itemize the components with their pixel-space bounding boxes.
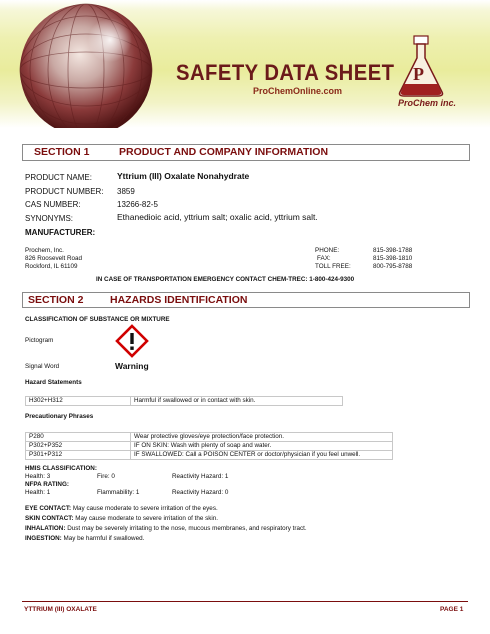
product-name-value: Yttrium (III) Oxalate Nonahydrate: [117, 171, 250, 181]
skin-contact-line: [25, 515, 218, 522]
section2-header: [22, 292, 470, 308]
ingestion-text: May be harmful if swallowed.: [63, 535, 145, 542]
section1-header: [22, 144, 470, 161]
company-address-line2: Rockford, IL 61109: [25, 263, 78, 270]
section1-title: PRODUCT AND COMPANY INFORMATION: [119, 146, 329, 158]
nfpa-flammability: Flammability: 1: [97, 489, 140, 496]
hazard-code: H302+H312: [26, 397, 131, 406]
company-logo-text: ProChem inc.: [398, 98, 457, 108]
manufacturer-label: MANUFACTURER:: [25, 228, 96, 237]
precaution-code: P301+P312: [26, 451, 131, 460]
nfpa-reactivity: Reactivity Hazard: 0: [172, 489, 229, 496]
skin-contact-label: SKIN CONTACT:: [25, 515, 74, 522]
eye-contact-label: EYE CONTACT:: [25, 505, 72, 512]
table-row: [26, 451, 393, 460]
svg-text:P: P: [413, 64, 424, 84]
fax-value: 815-398-1810: [373, 255, 413, 262]
section2-number: SECTION 2: [28, 294, 84, 306]
signal-word-label: Signal Word: [25, 363, 60, 370]
classification-heading: CLASSIFICATION OF SUBSTANCE OR MIXTURE: [25, 316, 170, 323]
hmis-health: Health: 3: [25, 473, 51, 480]
website-link[interactable]: ProChemOnline.com: [253, 86, 343, 96]
product-name-label: PRODUCT NAME:: [25, 173, 92, 182]
precautionary-heading: Precautionary Phrases: [25, 413, 94, 420]
eye-contact-line: [25, 505, 218, 512]
document-title: SAFETY DATA SHEET: [176, 60, 395, 85]
section1-number: SECTION 1: [34, 146, 90, 158]
skin-contact-text: May cause moderate to severe irritation of the skin.: [75, 515, 219, 522]
precaution-code: P302+P352: [26, 442, 131, 451]
footer-product-name: YTTRIUM (III) OXALATE: [24, 606, 97, 613]
eye-contact-text: May cause moderate to severe irritation of the eyes.: [72, 505, 218, 512]
company-name: Prochem, Inc.: [25, 247, 64, 254]
inhalation-line: [25, 525, 307, 532]
header-banner: [0, 0, 490, 128]
ingestion-line: [25, 535, 144, 542]
table-row: [26, 433, 393, 442]
inhalation-label: INHALATION:: [25, 525, 66, 532]
precaution-text: Wear protective gloves/eye protection/face protection.: [131, 433, 393, 442]
hmis-fire: Fire: 0: [97, 473, 115, 480]
hmis-reactivity: Reactivity Hazard: 1: [172, 473, 229, 480]
precautionary-table: [25, 432, 393, 460]
table-row: [26, 442, 393, 451]
table-row: [26, 397, 343, 406]
synonyms-value: Ethanedioic acid, yttrium salt; oxalic acid, yttrium salt.: [117, 212, 318, 222]
periodic-sphere-icon: [20, 4, 152, 128]
signal-word-value: Warning: [115, 361, 149, 371]
phone-label: PHONE:: [315, 247, 340, 254]
hazard-text: Harmful if swallowed or in contact with skin.: [131, 397, 343, 406]
hmis-heading: HMIS CLASSIFICATION:: [25, 465, 97, 472]
tollfree-label: TOLL FREE:: [315, 263, 351, 270]
precaution-code: P280: [26, 433, 131, 442]
synonyms-label: SYNONYMS:: [25, 214, 74, 223]
footer-divider: [22, 601, 468, 602]
precaution-text: IF SWALLOWED: Call a POISON CENTER or doctor/physician if you feel unwell.: [131, 451, 393, 460]
product-number-value: 3859: [117, 187, 135, 196]
footer-page-number: PAGE 1: [440, 606, 464, 613]
emergency-contact: IN CASE OF TRANSPORTATION EMERGENCY CONTACT CHEM-TREC: 1-800-424-9300: [96, 276, 355, 283]
precaution-text: IF ON SKIN: Wash with plenty of soap and water.: [131, 442, 393, 451]
section2-title: HAZARDS IDENTIFICATION: [110, 294, 248, 306]
inhalation-text: Dust may be severely irritating to the nose, mucous membranes, and respiratory tract.: [67, 525, 307, 532]
pictogram-label: Pictogram: [25, 337, 54, 344]
fax-label: FAX:: [317, 255, 331, 262]
phone-value: 815-398-1788: [373, 247, 413, 254]
tollfree-value: 800-795-8788: [373, 263, 413, 270]
ingestion-label: INGESTION:: [25, 535, 62, 542]
cas-number-value: 13266-82-5: [117, 200, 158, 209]
hazard-statements-heading: Hazard Statements: [25, 379, 82, 386]
nfpa-heading: NFPA RATING:: [25, 481, 69, 488]
nfpa-health: Health: 1: [25, 489, 51, 496]
flask-logo-icon: [400, 36, 443, 96]
company-address-line1: 826 Roosevelt Road: [25, 255, 83, 262]
cas-number-label: CAS NUMBER:: [25, 200, 81, 209]
exclamation-mark-pictogram-icon: [115, 324, 149, 358]
product-number-label: PRODUCT NUMBER:: [25, 187, 104, 196]
hazard-statements-table: [25, 396, 343, 406]
